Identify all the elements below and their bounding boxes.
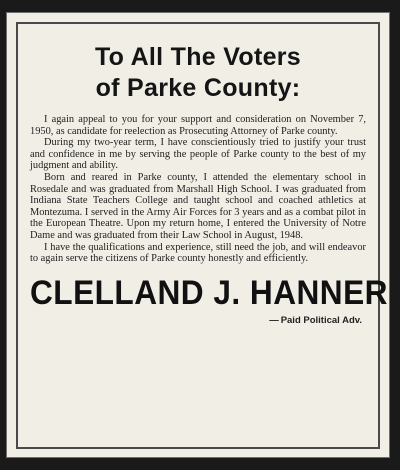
- paragraph-appeal: I again appeal to you for your support and consideration on November 7, 1950, as candidate for reelection as Prosecuting Attorney of Parke county.: [30, 114, 366, 137]
- advertisement-border: [16, 22, 388, 449]
- headline: [30, 42, 366, 104]
- paragraph-closing: I have the qualifications and experience, still need the job, and will endeavor to again serve the citizens of Parke county honestly and efficiently.: [30, 241, 366, 265]
- headline-line-1: To All The Voters: [94, 43, 302, 71]
- candidate-name: CLELLAND J. HANNER: [30, 273, 388, 312]
- body-text: [30, 114, 366, 265]
- newspaper-clipping: [6, 12, 390, 458]
- paragraph-term: During my two-year term, I have conscientiously tried to justify your trust and confidence in me by serving the people of Parke county to the best of my judgment and ability.: [30, 137, 366, 172]
- notice-label: Paid Political Adv.: [280, 314, 362, 326]
- notice-dash: —: [269, 314, 279, 326]
- headline-line-2: of Parke County:: [95, 74, 301, 102]
- paid-political-notice: [30, 315, 366, 326]
- paragraph-biography: Born and reared in Parke county, I attended the elementary school in Rosedale and was graduated from Marshall High School. I was graduated from Indiana State Teachers College and taught school and coached athletics at Montezuma. I served in the Army Air Forces for 3 years and as a combat pilot in the European Theatre. Upon my return home, I entered the University of Notre Dame and was graduated from their Law School in August, 1948.: [30, 171, 366, 241]
